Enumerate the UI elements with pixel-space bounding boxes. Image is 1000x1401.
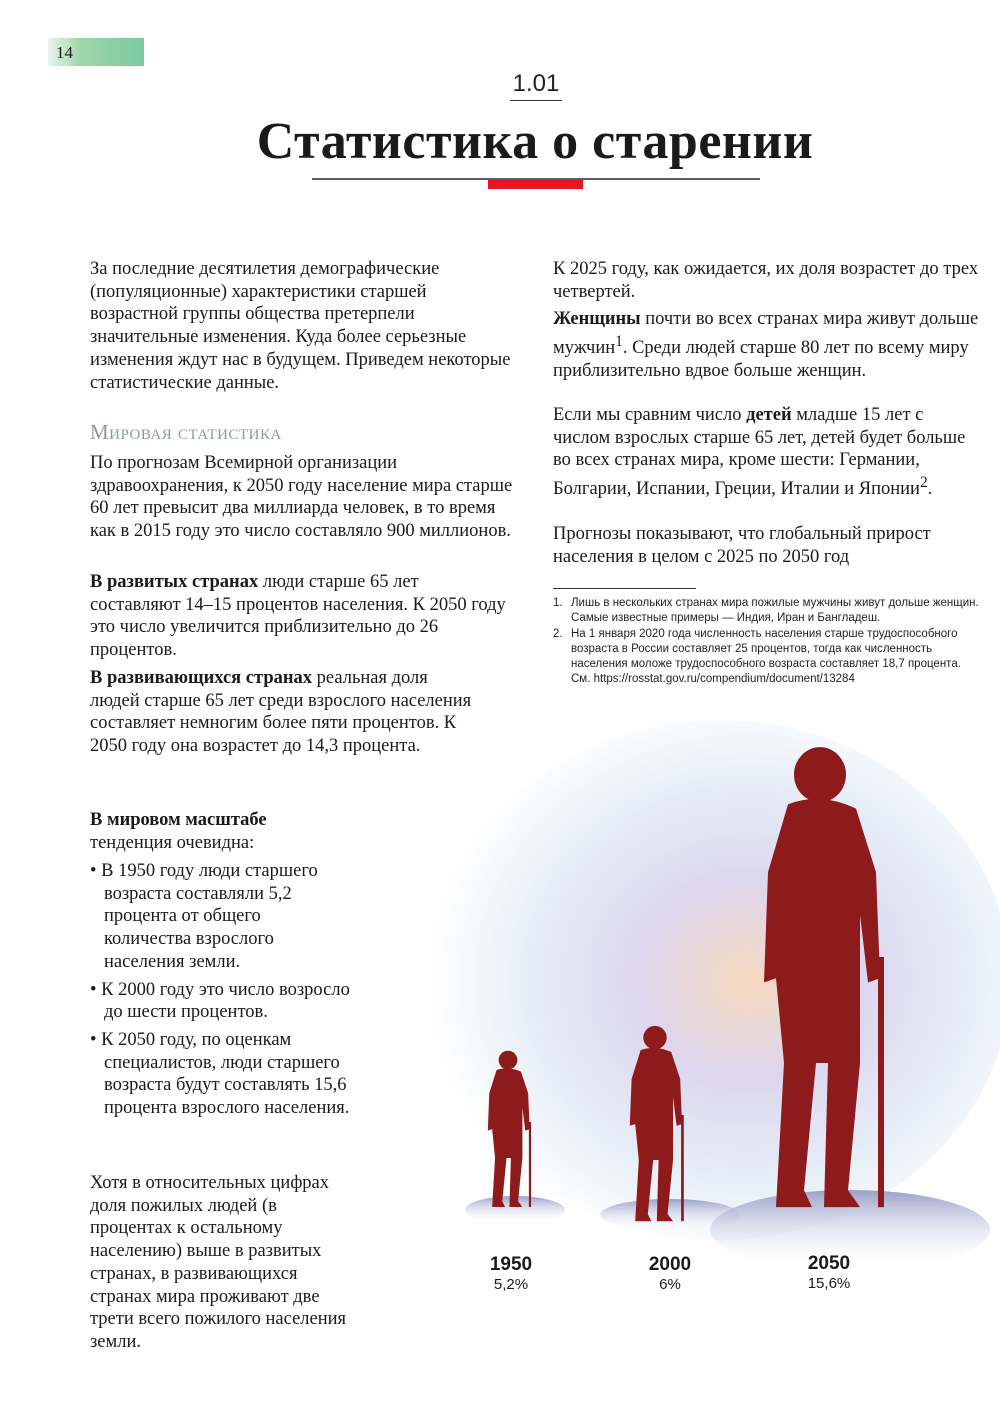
footnote bbox=[553, 627, 983, 688]
footnote-number: 1. bbox=[553, 597, 563, 609]
footnote-ref[interactable]: 2 bbox=[919, 474, 928, 492]
footnote-ref[interactable]: 1 bbox=[615, 332, 623, 350]
footnotes bbox=[553, 596, 983, 688]
text: Если мы сравним число bbox=[553, 405, 747, 425]
paragraph-children bbox=[553, 404, 985, 501]
list-item: • В 1950 году люди старшего возраста составляли 5,2 процента от общего количества взрослого населения земли. bbox=[90, 861, 318, 972]
page-title: Статистика о старении bbox=[256, 113, 814, 170]
paragraph-conclusion: Хотя в относительных цифрах доля пожилых людей (в процентах к остальному населению) выше в развитых странах, в развивающихся странах мира проживают две трети всего пожилого населения земли. bbox=[90, 1173, 347, 1352]
paragraph-developed bbox=[90, 571, 510, 662]
section-heading: Мировая статистика bbox=[90, 420, 282, 444]
text: младше 15 лет с числом взрослых старше 65 лет, детей будет больше во всех странах мира, кроме шести: Германии, Болгарии, Испании, Греции, Италии и Японии bbox=[553, 405, 966, 500]
value: 15,6% bbox=[807, 1275, 851, 1292]
figure-label-1950 bbox=[471, 1254, 551, 1293]
paragraph-developing bbox=[90, 667, 475, 758]
text: . Среди людей старше 80 лет по всему миру приблизительно вдвое больше женщин. bbox=[553, 337, 969, 381]
bold-word: детей bbox=[746, 405, 792, 425]
text: тенденция очевидна: bbox=[90, 832, 255, 853]
text: . bbox=[927, 479, 933, 500]
aging-illustration bbox=[420, 720, 1000, 1340]
footnote-divider bbox=[553, 588, 696, 589]
list-item: • К 2000 году это число возросло до шести процентов. bbox=[90, 979, 350, 1023]
title-accent-bar bbox=[488, 180, 583, 189]
paragraph-women bbox=[553, 308, 988, 382]
bullet-list bbox=[90, 860, 350, 1125]
footnote-text: Лишь в нескольких странах мира пожилые мужчины живут дольше женщин. Самые известные примеры — Индия, Иран и Бангладеш. bbox=[571, 597, 979, 625]
value: 6% bbox=[659, 1276, 681, 1293]
list-item: • К 2050 году, по оценкам специалистов, люди старшего возраста будут составлять 15,6 процента взрослого населения. bbox=[90, 1029, 350, 1119]
year: 2050 bbox=[807, 1253, 851, 1274]
bold-lead: В развитых странах bbox=[90, 572, 259, 592]
year: 1950 bbox=[489, 1254, 533, 1275]
figure-label-2050 bbox=[789, 1253, 869, 1292]
paragraph-world bbox=[90, 809, 345, 854]
value: 5,2% bbox=[493, 1276, 529, 1293]
paragraph-forecast: Прогнозы показывают, что глобальный прирост населения в целом с 2025 по 2050 год bbox=[553, 524, 931, 567]
text: люди старше 65 лет составляют 14–15 процентов населения. К 2050 году это число увеличится приблизительно до 26 процентов. bbox=[90, 572, 506, 661]
page-number: 14 bbox=[48, 38, 144, 66]
footnote bbox=[553, 596, 983, 627]
bold-lead: В развивающихся странах bbox=[90, 668, 313, 688]
text: реальная доля людей старше 65 лет среди взрослого населения составляет немногим более пяти процентов. К 2050 году она возрастет до 14,3 процента. bbox=[90, 668, 472, 757]
text: почти во всех странах мира живут дольше мужчин bbox=[553, 309, 979, 358]
footnote-text: На 1 января 2020 года численность населения старше трудоспособного возраста в России составляет 25 процентов, тогда как численность населения моложе трудоспособного возраста составляет 18,7 процента. См. https://rosstat.gov.ru/compendium/document/13284 bbox=[571, 627, 961, 686]
bold-lead: Женщины bbox=[553, 309, 641, 329]
bold-lead: В мировом масштабе bbox=[90, 810, 267, 830]
year: 2000 bbox=[648, 1254, 692, 1275]
intro-paragraph: За последние десятилетия демографические (популяционные) характеристики старшей возрастной группы общества претерпели значительные изменения. Куда более серьезные изменения ждут нас в будущем. Приведем некоторые статистические данные. bbox=[90, 259, 511, 393]
paragraph-2025: К 2025 году, как ожидается, их доля возрастет до трех четвертей. bbox=[553, 259, 979, 302]
footnote-number: 2. bbox=[553, 627, 563, 640]
section-number: 1.01 bbox=[510, 70, 562, 101]
paragraph-who-forecast: По прогнозам Всемирной организации здравоохранения, к 2050 году население мира старше 60 лет превысит два миллиарда человек, в то время как в 2015 году это число составляло 900 миллионов. bbox=[90, 453, 513, 542]
figure-label-2000 bbox=[630, 1254, 710, 1293]
